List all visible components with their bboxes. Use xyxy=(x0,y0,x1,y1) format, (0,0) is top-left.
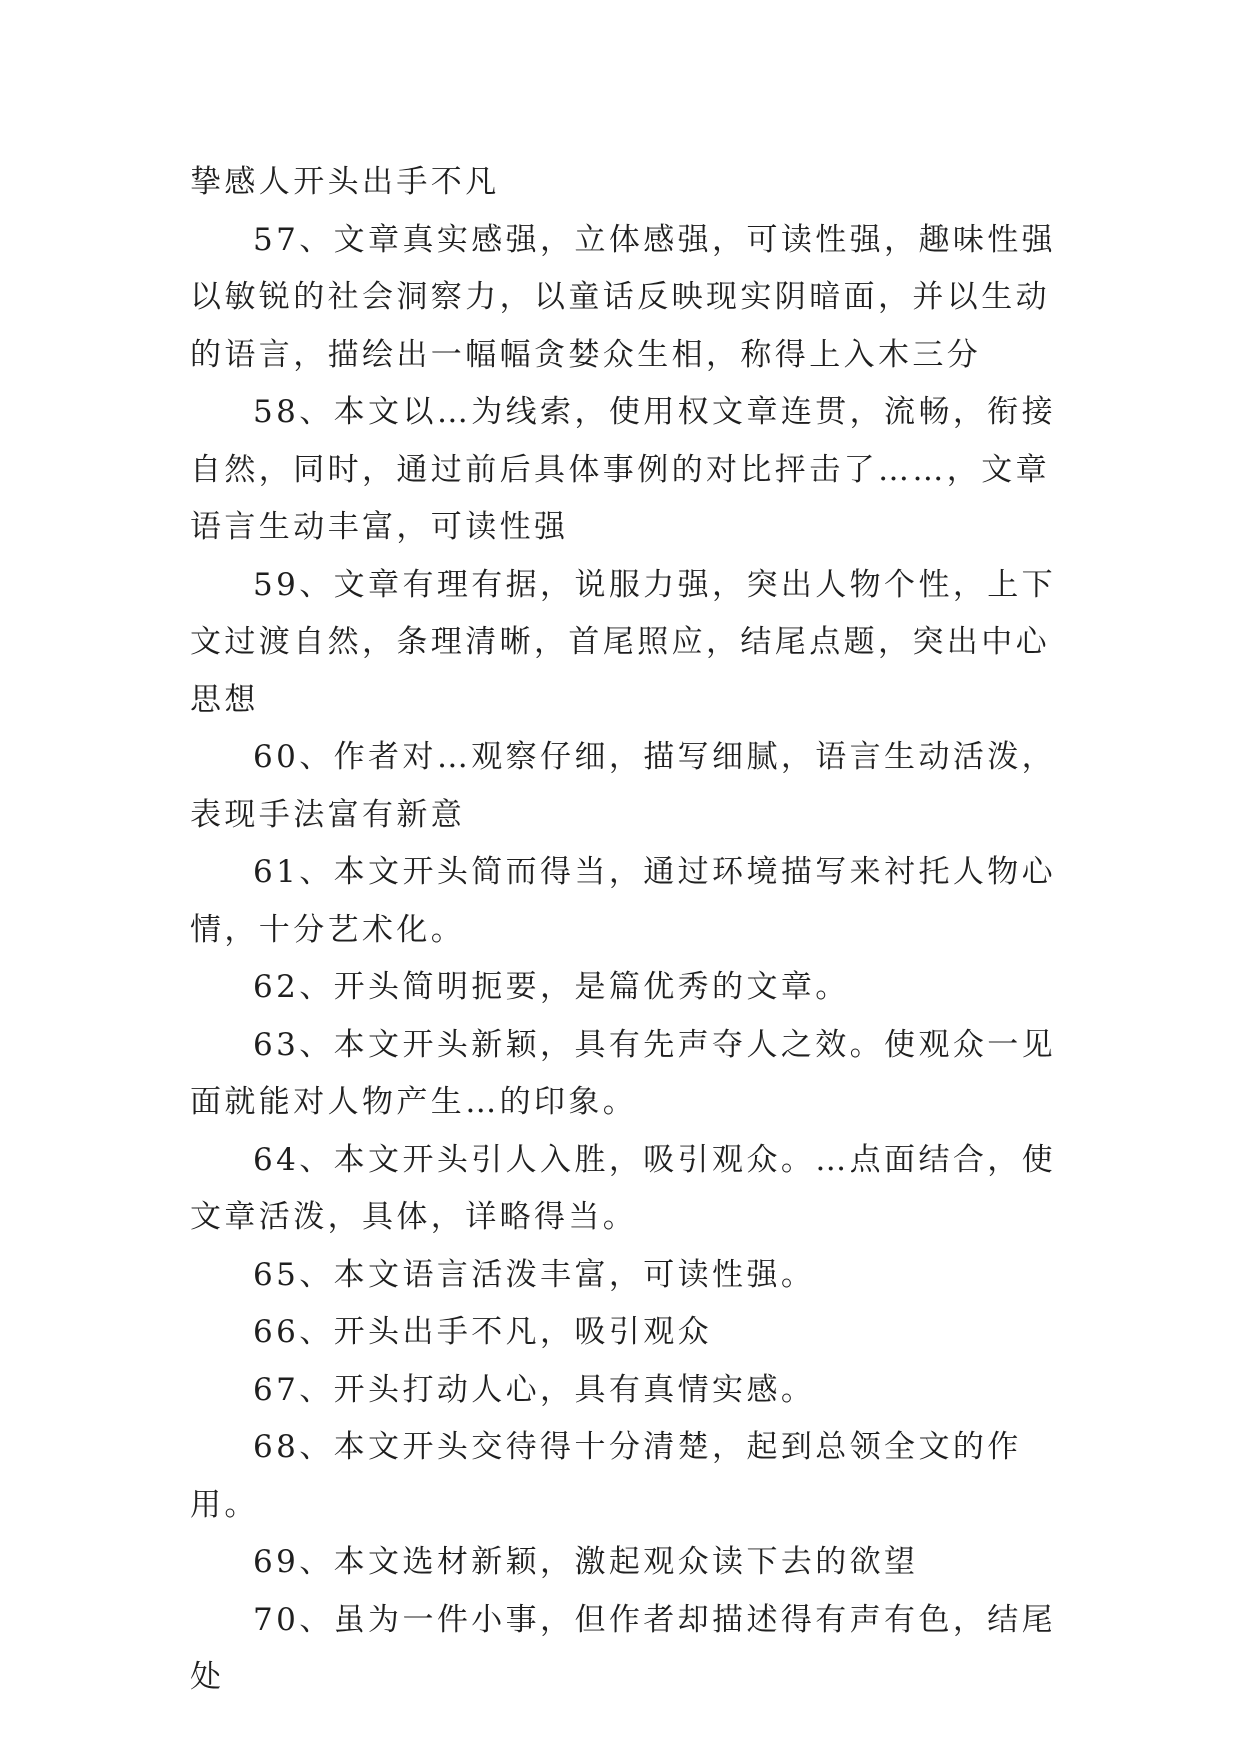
paragraph-60: 60、作者对…观察仔细，描写细腻，语言生动活泼，表现手法富有新意 xyxy=(190,739,1057,833)
paragraph-61: 61、本文开头简而得当，通过环境描写来衬托人物心情，十分艺术化。 xyxy=(190,854,1057,948)
paragraph-64: 64、本文开头引人入胜，吸引观众。…点面结合，使文章活泼，具体，详略得当。 xyxy=(190,1141,1057,1235)
paragraph-continuation: 挚感人开头出手不凡 xyxy=(190,164,500,200)
document-body xyxy=(190,154,1070,1707)
paragraph-66: 66、开头出手不凡，吸引观众 xyxy=(253,1314,713,1350)
paragraph-68: 68、本文开头交待得十分清楚，起到总领全文的作用。 xyxy=(190,1429,1022,1523)
paragraph-67: 67、开头打动人心，具有真情实感。 xyxy=(253,1371,816,1408)
paragraph-58: 58、本文以…为线索，使用权文章连贯，流畅，衔接自然，同时，通过前后具体事例的对比抨击了……，文章语言生动丰富，可读性强 xyxy=(190,394,1057,545)
paragraph-57: 57、文章真实感强，立体感强，可读性强，趣味性强以敏锐的社会洞察力，以童话反映现实阴暗面，并以生动的语言，描绘出一幅幅贪婪众生相，称得上入木三分 xyxy=(190,221,1057,373)
paragraph-63: 63、本文开头新颖，具有先声夺人之效。使观众一见面就能对人物产生…的印象。 xyxy=(190,1026,1057,1120)
paragraph-69: 69、本文选材新颖，激起观众读下去的欲望 xyxy=(253,1544,919,1580)
paragraph-70: 70、虽为一件小事，但作者却描述得有声有色，结尾处 xyxy=(190,1601,1057,1695)
paragraph-65: 65、本文语言活泼丰富，可读性强。 xyxy=(253,1256,816,1293)
paragraph-59: 59、文章有理有据，说服力强，突出人物个性，上下文过渡自然，条理清晰，首尾照应，结尾点题，突出中心思想 xyxy=(190,566,1057,718)
paragraph-62: 62、开头简明扼要，是篇优秀的文章。 xyxy=(253,969,850,1005)
